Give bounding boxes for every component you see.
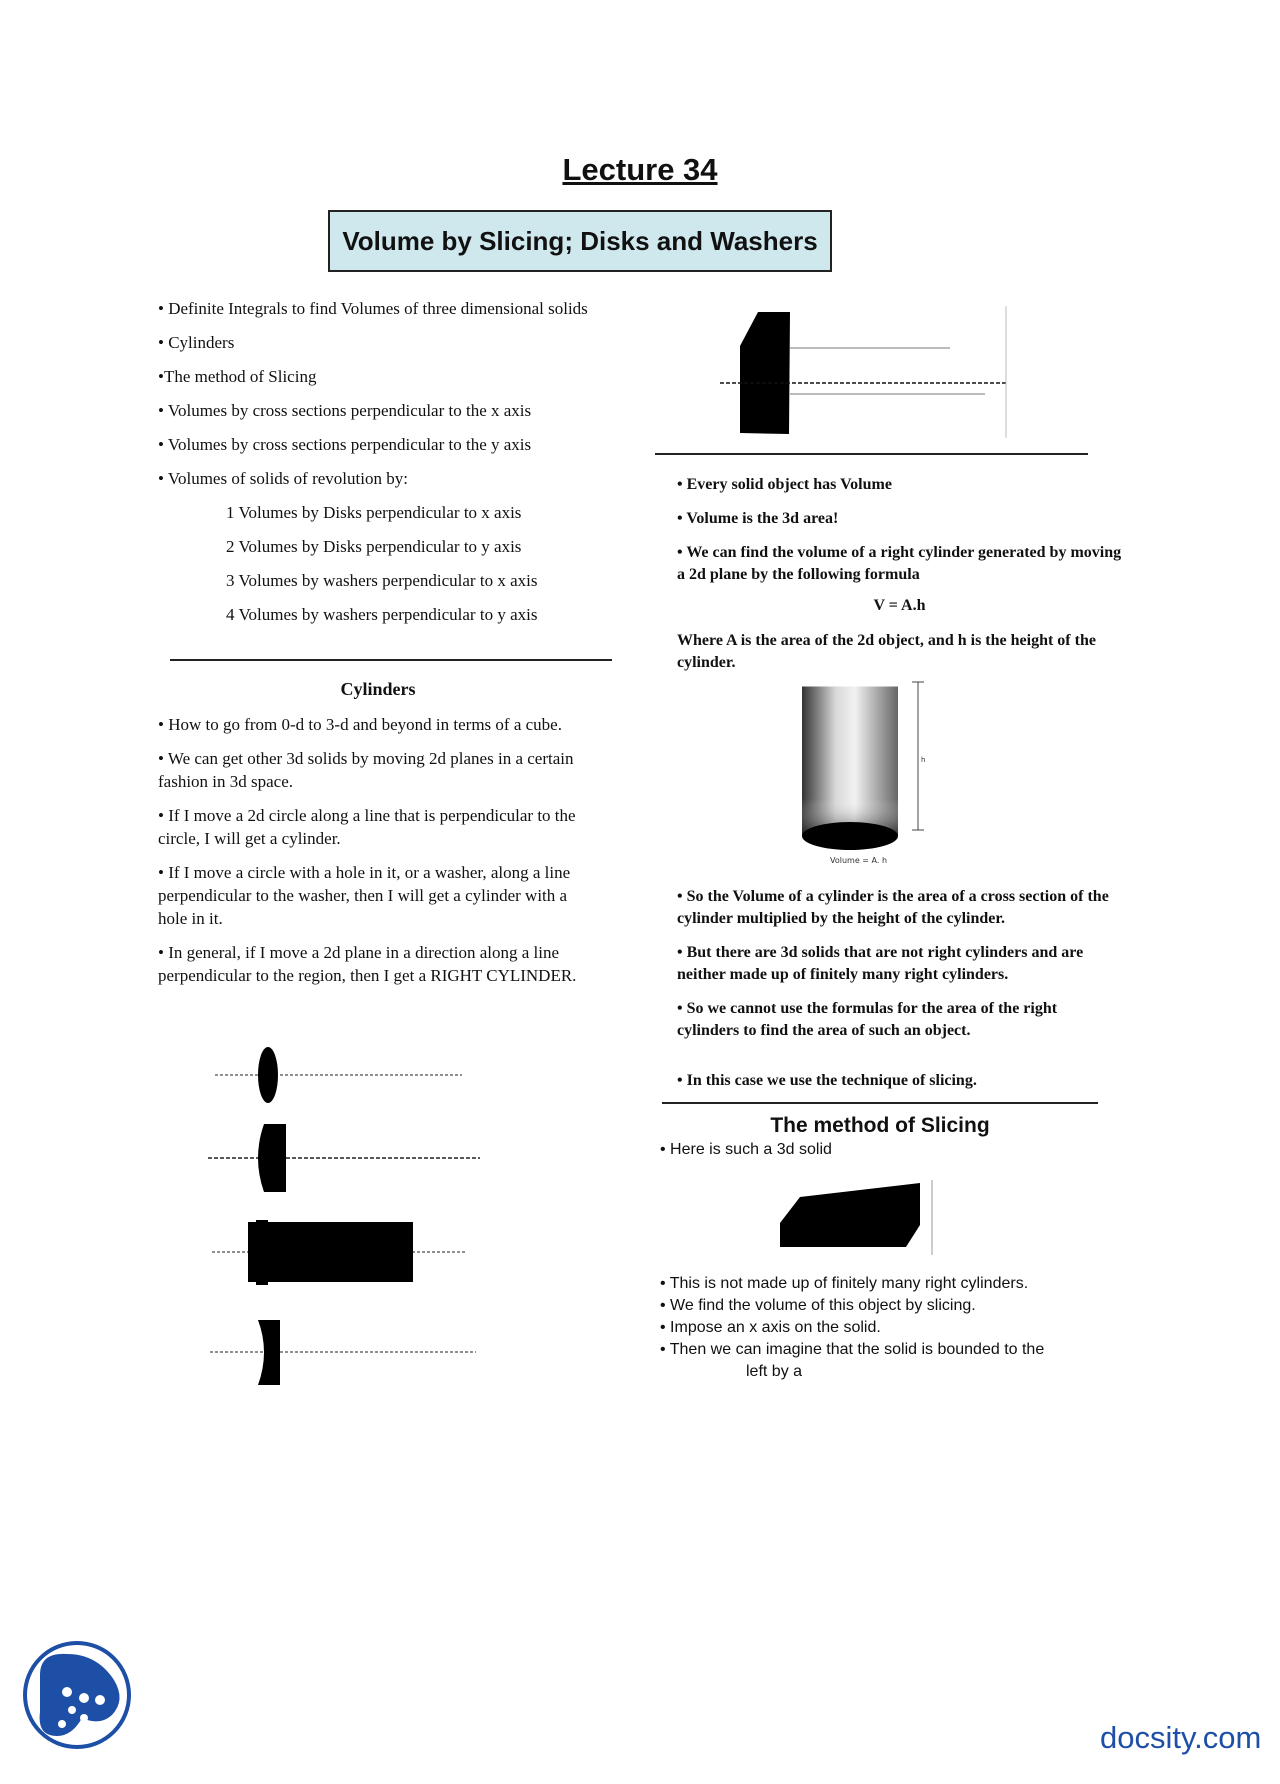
long-cylinder-figure [212, 1220, 466, 1285]
cylinders-point: • We can get other 3d solids by moving 2d planes in a certain fashion in 3d space. [158, 749, 574, 791]
volume-points [677, 474, 1122, 586]
cylinders-point: • If I move a 2d circle along a line that is perpendicular to the circle, I will get a cylinder. [158, 806, 576, 848]
subtitle-text: Volume by Slicing; Disks and Washers [342, 225, 818, 256]
cylinders-points [158, 713, 598, 987]
sliding-plane-diagram [700, 298, 1020, 438]
cylinder-caption: Volume = A. h [830, 856, 888, 865]
cylinder-figure [790, 678, 940, 868]
cylinder-point: • So we cannot use the formulas for the area of the right cylinders to find the area of such an object. [677, 1000, 1058, 1039]
outline-item: • Volumes by cross sections perpendicular to the x axis [158, 401, 532, 420]
cylinder-point: • But there are 3d solids that are not right cylinders and are neither made up of finitely many right cylinders. [677, 944, 1084, 983]
cylinder-point: • In this case we use the technique of slicing. [677, 1072, 977, 1089]
sub-outline-item: 4 Volumes by washers perpendicular to y axis [226, 605, 538, 624]
slicing-point: • Impose an x axis on the solid. [660, 1319, 881, 1336]
slicing-points [660, 1273, 1130, 1383]
slicing-intro: • Here is such a 3d solid [660, 1141, 832, 1158]
outline-item: •The method of Slicing [158, 367, 317, 386]
volume-point: • Every solid object has Volume [677, 476, 892, 493]
thick-disk-figure [208, 1124, 480, 1192]
slicing-continuation: left by a [746, 1363, 803, 1380]
sub-outline-item: 3 Volumes by washers perpendicular to x axis [226, 571, 538, 590]
left-divider [170, 659, 612, 661]
outline-item: • Cylinders [158, 333, 235, 352]
slicing-point: • Then we can imagine that the solid is bounded to the [660, 1341, 1045, 1358]
cylinders-heading: Cylinders [340, 679, 416, 699]
lecture-title: Lecture 34 [562, 152, 718, 187]
cylinders-point: • If I move a circle with a hole in it, or a washer, along a line perpendicular to the washer, then I will get a cylinder with a hole in it. [158, 863, 571, 928]
thin-disk-figure [215, 1047, 462, 1103]
outline-item: • Definite Integrals to find Volumes of three dimensional solids [158, 299, 588, 318]
formula-explanation: Where A is the area of the 2d object, and h is the height of the cylinder. [677, 632, 1096, 671]
volume-point: • Volume is the 3d area! [677, 510, 839, 527]
cylinders-point: • In general, if I move a 2d plane in a direction along a line perpendicular to the region, then I get a RIGHT CYLINDER. [158, 943, 577, 985]
outline-item: • Volumes by cross sections perpendicular to the y axis [158, 435, 532, 454]
subtitle-box [328, 210, 832, 272]
slicing-point: • This is not made up of finitely many right cylinders. [660, 1275, 1029, 1292]
sub-outline-item: 1 Volumes by Disks perpendicular to x axis [226, 503, 522, 522]
cylinders-point: • How to go from 0-d to 3-d and beyond in terms of a cube. [158, 715, 562, 734]
height-label: h [921, 756, 926, 764]
irregular-solid-figure [770, 1175, 940, 1260]
slicing-heading: The method of Slicing [770, 1114, 990, 1137]
right-divider-top [655, 453, 1088, 455]
plane-shape [740, 312, 790, 434]
solid-shape [780, 1183, 920, 1247]
volume-point: • We can find the volume of a right cylinder generated by moving a 2d plane by the following formula [677, 544, 1122, 583]
docsity-logo-icon[interactable] [22, 1640, 132, 1750]
cylinder-point: • So the Volume of a cylinder is the area of a cross section of the cylinder multiplied by the height of the cylinder. [677, 888, 1109, 927]
right-divider-bottom [662, 1102, 1098, 1104]
cylinder-points [677, 886, 1122, 1092]
outline-list [158, 297, 598, 626]
slicing-point: • We find the volume of this object by slicing. [660, 1297, 976, 1314]
disk-sequence-diagram [200, 1040, 500, 1395]
docsity-brand[interactable]: docsity.com [1100, 1720, 1262, 1755]
sub-outline-item: 2 Volumes by Disks perpendicular to y axis [226, 537, 522, 556]
washer-figure [210, 1320, 476, 1385]
volume-formula: V = A.h [873, 597, 926, 614]
cylinder-base [802, 822, 898, 850]
outline-item: • Volumes of solids of revolution by: [158, 469, 408, 488]
